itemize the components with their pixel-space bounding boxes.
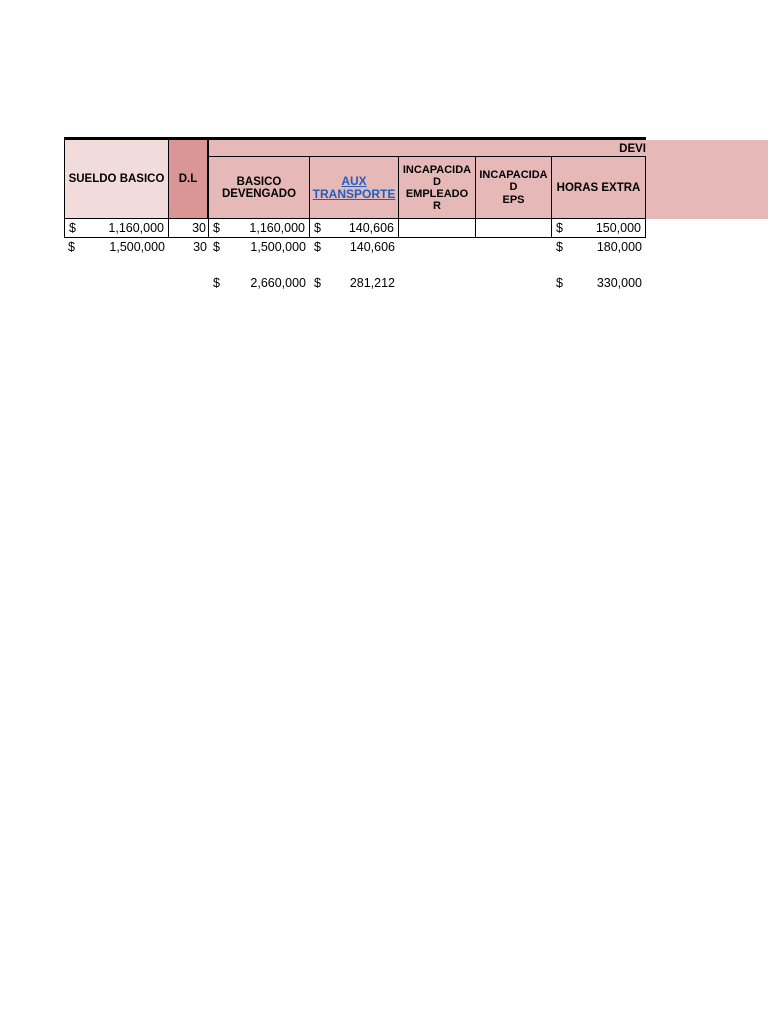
row2-basico-currency: $ xyxy=(213,240,220,254)
row1-horas-value: 150,000 xyxy=(595,221,641,235)
header-dl-label: D.L xyxy=(178,173,198,185)
header-basico-devengado-line2: DEVENGADO xyxy=(221,187,297,200)
row2-aux-cell[interactable] xyxy=(310,238,399,256)
header-basico-devengado[interactable] xyxy=(209,157,310,219)
row2-horas-value: 180,000 xyxy=(596,240,642,254)
row1-basico-currency: $ xyxy=(213,221,220,235)
total-basico-value: 2,660,000 xyxy=(250,276,306,290)
row1-aux-value: 140,606 xyxy=(348,221,394,235)
row2-basico-cell[interactable] xyxy=(209,238,310,256)
row1-aux-cell[interactable] xyxy=(310,219,399,238)
header-incapacidad-empleador[interactable] xyxy=(399,157,476,219)
header-incap-empleador-line2: D xyxy=(433,175,441,188)
total-aux-currency: $ xyxy=(314,276,321,290)
total-aux-cell[interactable] xyxy=(310,274,399,292)
row2-dl-cell[interactable] xyxy=(169,238,209,256)
group-header-overflow xyxy=(646,140,768,219)
header-incap-eps-line3: EPS xyxy=(502,193,525,206)
row1-horas-cell[interactable] xyxy=(552,219,646,238)
row2-aux-currency: $ xyxy=(314,240,321,254)
header-dl[interactable] xyxy=(169,140,209,219)
row2-horas-currency: $ xyxy=(556,240,563,254)
header-incap-eps-line2: D xyxy=(509,181,518,194)
header-incap-empleador-line3: EMPLEADO xyxy=(405,187,469,200)
row1-basico-cell[interactable] xyxy=(209,219,310,238)
row2-sueldo-cell[interactable] xyxy=(64,238,169,256)
header-sueldo-basico[interactable] xyxy=(64,140,169,219)
header-basico-devengado-line1: BASICO xyxy=(236,175,282,188)
total-aux-value: 281,212 xyxy=(349,276,395,290)
row2-basico-value: 1,500,000 xyxy=(250,240,306,254)
header-horas-extra-label: HORAS EXTRA xyxy=(556,181,641,194)
row1-aux-currency: $ xyxy=(314,221,321,235)
total-horas-cell[interactable] xyxy=(552,274,646,292)
row1-dl-value: 30 xyxy=(192,221,206,235)
row1-horas-currency: $ xyxy=(556,221,563,235)
row1-dl-cell[interactable] xyxy=(169,219,209,238)
row2-sueldo-currency: $ xyxy=(68,240,75,254)
row2-sueldo-value: 1,500,000 xyxy=(109,240,165,254)
group-header-band xyxy=(209,140,646,157)
row2-dl-value: 30 xyxy=(193,240,207,254)
row1-sueldo-value: 1,160,000 xyxy=(108,221,164,235)
row1-sueldo-currency: $ xyxy=(69,221,76,235)
total-horas-currency: $ xyxy=(556,276,563,290)
row1-basico-value: 1,160,000 xyxy=(249,221,305,235)
row1-incap-eps-cell[interactable] xyxy=(476,219,552,238)
aux-transporte-link-line1[interactable]: AUX xyxy=(341,173,367,188)
row1-sueldo-cell[interactable] xyxy=(64,219,169,238)
aux-transporte-link-line2[interactable]: TRANSPORTE xyxy=(312,186,396,201)
total-horas-value: 330,000 xyxy=(596,276,642,290)
row2-aux-value: 140,606 xyxy=(349,240,395,254)
total-basico-cell[interactable] xyxy=(209,274,310,292)
row2-horas-cell[interactable] xyxy=(552,238,646,256)
header-horas-extra[interactable] xyxy=(552,157,646,219)
header-aux-transporte[interactable] xyxy=(310,157,399,219)
total-basico-currency: $ xyxy=(213,276,220,290)
header-incapacidad-eps[interactable] xyxy=(476,157,552,219)
row1-incap-empleador-cell[interactable] xyxy=(399,219,476,238)
header-sueldo-basico-label: SUELDO BASICO xyxy=(68,173,165,185)
group-header-label: DEVI xyxy=(619,142,646,155)
header-incap-eps-line1: INCAPACIDA xyxy=(479,168,548,181)
header-incap-empleador-line1: INCAPACIDA xyxy=(402,163,472,176)
header-incap-empleador-line4: R xyxy=(433,199,441,212)
